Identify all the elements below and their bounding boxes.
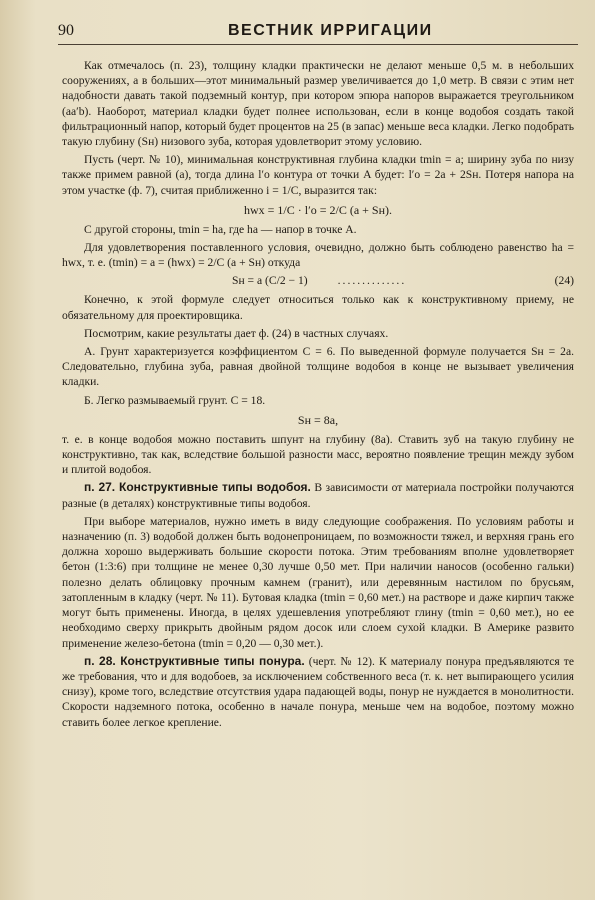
section-text: (черт. № 12). К материалу понура предъявляются те же требования, что и для водобоев, за исключением собственного веса (т. к. нет выпирающего усилия снизу), кроме того, вследствие отсутствия удара падающей воды, понур не нуждается в монолитности. Скорости надземного потока, особенно в начале понура, меньше чем на водобое, поэтому можно ставить более легкое крепление.	[62, 654, 575, 729]
paragraph: Б. Легко размываемый грунт. C = 18.	[84, 393, 266, 407]
formula-sn-8a: Sн = 8a,	[297, 412, 339, 427]
section-heading: п. 28. Конструктивные типы понура.	[84, 653, 305, 668]
paragraph: А. Грунт характеризуется коэффициентом C = 6. По выведенной формуле получается Sн = 2a. Следовательно, глубина зуба, равная двойной толщине водобоя в конце не вызывает увеличения кладки.	[62, 345, 574, 389]
page-number: 90	[58, 22, 74, 39]
formula-hwx: hwx = 1/C · l′o = 2/C (a + Sн).	[243, 202, 392, 217]
section-text: В зависимости от материала постройки получаются разные (в деталях) конструктивные типы водобоя.	[62, 481, 574, 510]
paragraph: С другой стороны, tmin = ha, где ha — напор в точке A.	[84, 222, 357, 236]
header-rule	[58, 44, 578, 45]
paragraph: При выборе материалов, нужно иметь в виду следующие соображения. По условиям работы и назначению (п. 3) водобой должен быть водонепроницаем, по возможности тяжел, и верхняя грань его должна хорошо выдерживать большие скорости потока. Этим требованиям вполне удовлетворяет бетон (1:3:6) при толщине не менее 0,30 лучше 0,50 мет. При наличии наносов (особенно гальки) полезно делать облицовку прочным камнем (гранит), или деревянным настилом по брусьям, затопленным в кладку (черт. № 11). Бутовая кладка (tmin = 0,60 мет.) на растворе и даже кирпич также могут быть применены. Иногда, в целях удешевления употребляют глину (tmin = 0,60 мет.), но ее необходимо сверху прикрыть двойным рядом досок или слоем сухой кладки. В Америке развито применение железо-бетона (tmin = 0,20 — 0,30 мет.).	[62, 514, 574, 650]
formula-24	[62, 273, 574, 289]
section-27	[62, 480, 574, 510]
section-heading: п. 27. Конструктивные типы водобоя.	[84, 480, 311, 495]
page-header	[58, 20, 578, 44]
paragraph: Для удовлетворения поставленного условия, очевидно, должно быть соблюдено равенство ha = hwx, т. е. (tmin) = a = (hwx) = 2/C (a + Sн) откуда	[62, 241, 574, 270]
paragraph: Конечно, к этой формуле следует относиться только как к конструктивному приему, не обязательному для проектировщика.	[62, 293, 574, 322]
paragraph: Посмотрим, какие результаты дает ф. (24) в частных случаях.	[84, 326, 389, 340]
section-28	[62, 654, 574, 730]
formula-24-number: (24)	[554, 274, 574, 288]
page-body	[62, 58, 574, 733]
formula-24-leader: ..............	[337, 274, 407, 288]
paragraph: т. е. в конце водобоя можно поставить шпунт на глубину (8a). Ставить зуб на такую глубину не конструктивно, так как, вследствие большой разности масс, вероятно появление трещин между зубом и плитой водобоя.	[62, 432, 574, 477]
formula-24-expression: Sн = a (C/2 − 1)	[232, 274, 308, 288]
paragraph: Как отмечалось (п. 23), толщину кладки практически не делают меньше 0,5 м. в небольших сооружениях, а в больших—этот минимальный размер увеличивается до 1,0 метр. В связи с этим нет надобности давать такой подземный контур, при котором эпюра напоров выражается треугольником (aa′b). Наоборот, материал кладки будет полнее использован, если в конце водобоя создать такой фильтрационный напор, который будет процентов на 25 (в запас) меньше веса кладки. Легко подобрать такую глубину (Sн) низового зуба, которая удовлетворит этому условию.	[62, 59, 574, 149]
running-title: ВЕСТНИК ИРРИГАЦИИ	[228, 22, 433, 39]
paragraph: Пусть (черт. № 10), минимальная конструктивная глубина кладки tmin = a; ширину зуба по низу также примем равной (a), тогда длина l′o контура от точки A будет: l′o = 2a + 2Sн. Потеря напора на этом участке (ф. 7), считая приближенно i = 1/C, выразится так:	[62, 153, 574, 197]
